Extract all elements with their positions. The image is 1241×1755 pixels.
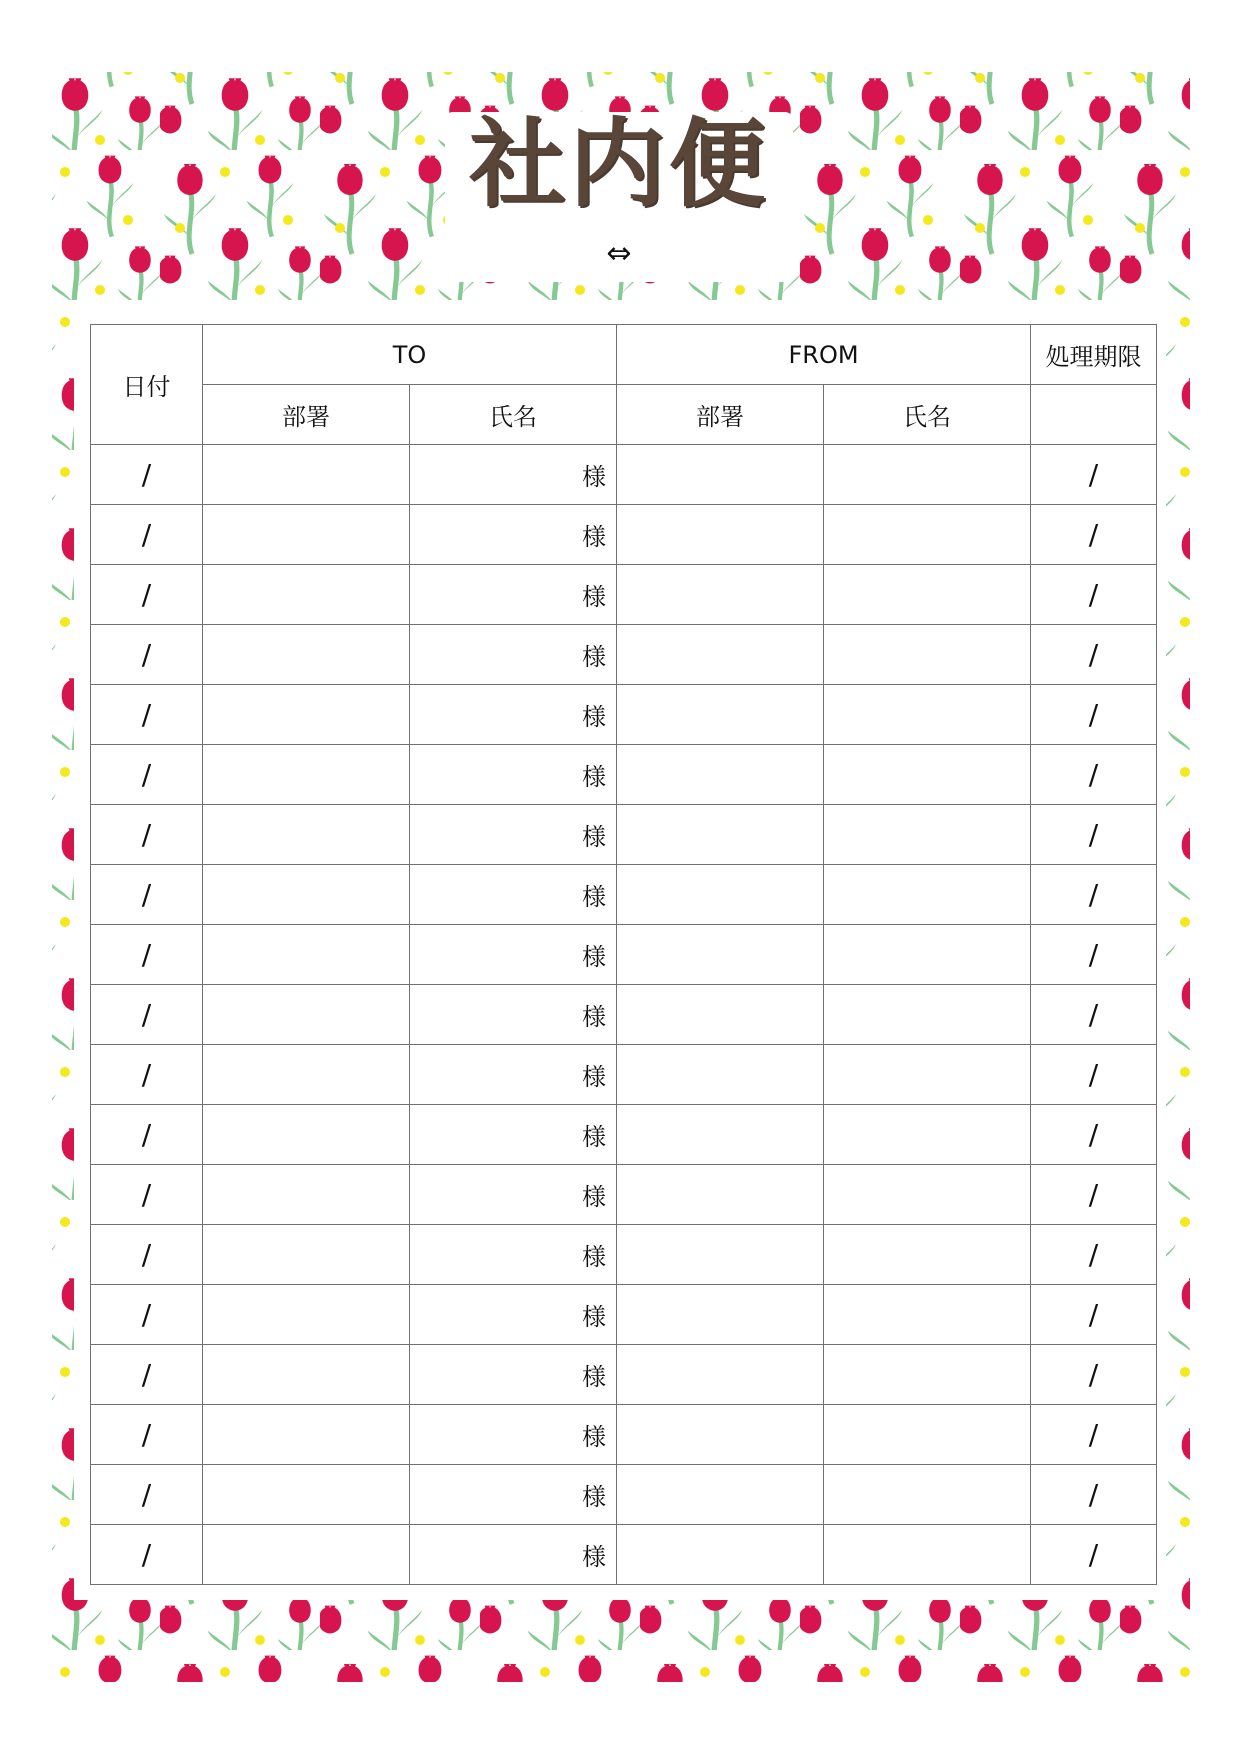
cell-to-name[interactable]: 様	[410, 1465, 617, 1525]
header-from-department: 部署	[617, 385, 824, 445]
cell-to-name[interactable]: 様	[410, 1105, 617, 1165]
cell-to-department[interactable]	[203, 625, 410, 685]
cell-deadline[interactable]: /	[1031, 1105, 1157, 1165]
cell-deadline[interactable]: /	[1031, 1465, 1157, 1525]
cell-to-department[interactable]	[203, 685, 410, 745]
cell-to-department[interactable]	[203, 1045, 410, 1105]
cell-from-department[interactable]	[617, 1105, 824, 1165]
cell-from-department[interactable]	[617, 1525, 824, 1585]
cell-to-name[interactable]: 様	[410, 745, 617, 805]
cell-to-name[interactable]: 様	[410, 685, 617, 745]
cell-from-name[interactable]	[824, 1165, 1031, 1225]
cell-to-name[interactable]: 様	[410, 505, 617, 565]
cell-from-name[interactable]	[824, 1525, 1031, 1585]
header-to-name: 氏名	[410, 385, 617, 445]
header-to-department: 部署	[203, 385, 410, 445]
table-row	[91, 1045, 1157, 1105]
cell-date[interactable]: /	[91, 985, 203, 1045]
cell-from-name[interactable]	[824, 565, 1031, 625]
header-from-name: 氏名	[824, 385, 1031, 445]
cell-from-department[interactable]	[617, 685, 824, 745]
cell-to-department[interactable]	[203, 1405, 410, 1465]
table-row	[91, 1105, 1157, 1165]
cell-to-name[interactable]: 様	[410, 1525, 617, 1585]
cell-from-department[interactable]	[617, 1045, 824, 1105]
cell-from-department[interactable]	[617, 1285, 824, 1345]
table-row	[91, 685, 1157, 745]
cell-to-department[interactable]	[203, 445, 410, 505]
cell-to-name[interactable]: 様	[410, 1165, 617, 1225]
cell-deadline[interactable]: /	[1031, 685, 1157, 745]
cell-to-name[interactable]: 様	[410, 445, 617, 505]
cell-deadline[interactable]: /	[1031, 565, 1157, 625]
cell-to-name[interactable]: 様	[410, 1225, 617, 1285]
cell-to-department[interactable]	[203, 1465, 410, 1525]
cell-to-department[interactable]	[203, 745, 410, 805]
cell-to-department[interactable]	[203, 805, 410, 865]
cell-from-department[interactable]	[617, 445, 824, 505]
cell-from-department[interactable]	[617, 1345, 824, 1405]
cell-from-name[interactable]	[824, 1105, 1031, 1165]
cell-deadline[interactable]: /	[1031, 1345, 1157, 1405]
cell-from-department[interactable]	[617, 1405, 824, 1465]
table-row	[91, 865, 1157, 925]
cell-to-name[interactable]: 様	[410, 1345, 617, 1405]
cell-to-department[interactable]	[203, 1165, 410, 1225]
cell-from-department[interactable]	[617, 505, 824, 565]
cell-from-department[interactable]	[617, 1225, 824, 1285]
cell-deadline[interactable]: /	[1031, 1285, 1157, 1345]
cell-date[interactable]: /	[91, 445, 203, 505]
cell-from-name[interactable]	[824, 1225, 1031, 1285]
exchange-icon: ⇔	[606, 236, 632, 271]
cell-date[interactable]: /	[91, 865, 203, 925]
table-row	[91, 445, 1157, 505]
table-row	[91, 985, 1157, 1045]
cell-date[interactable]: /	[91, 1285, 203, 1345]
table-row	[91, 1345, 1157, 1405]
cell-deadline[interactable]: /	[1031, 445, 1157, 505]
cell-deadline[interactable]: /	[1031, 1405, 1157, 1465]
cell-date[interactable]: /	[91, 565, 203, 625]
table-row	[91, 565, 1157, 625]
internal-mail-log	[90, 324, 1156, 1590]
cell-from-name[interactable]	[824, 685, 1031, 745]
cell-from-department[interactable]	[617, 565, 824, 625]
table-row	[91, 1225, 1157, 1285]
cell-from-department[interactable]	[617, 985, 824, 1045]
table-row	[91, 625, 1157, 685]
cell-to-department[interactable]	[203, 985, 410, 1045]
table-row	[91, 1285, 1157, 1345]
cell-deadline[interactable]: /	[1031, 505, 1157, 565]
cell-from-department[interactable]	[617, 865, 824, 925]
cell-date[interactable]: /	[91, 1525, 203, 1585]
cell-to-name[interactable]: 様	[410, 1285, 617, 1345]
cell-date[interactable]: /	[91, 1105, 203, 1165]
cell-to-name[interactable]: 様	[410, 625, 617, 685]
cell-from-name[interactable]	[824, 925, 1031, 985]
cell-from-name[interactable]	[824, 805, 1031, 865]
cell-to-department[interactable]	[203, 925, 410, 985]
cell-date[interactable]: /	[91, 505, 203, 565]
cell-deadline[interactable]: /	[1031, 1225, 1157, 1285]
cell-from-name[interactable]	[824, 1345, 1031, 1405]
cell-from-name[interactable]	[824, 445, 1031, 505]
cell-deadline[interactable]: /	[1031, 805, 1157, 865]
cell-to-name[interactable]: 様	[410, 925, 617, 985]
cell-date[interactable]: /	[91, 685, 203, 745]
cell-to-department[interactable]	[203, 1225, 410, 1285]
cell-from-department[interactable]	[617, 1165, 824, 1225]
table-row	[91, 1465, 1157, 1525]
cell-from-name[interactable]	[824, 865, 1031, 925]
cell-deadline[interactable]: /	[1031, 1165, 1157, 1225]
cell-to-department[interactable]	[203, 1285, 410, 1345]
table-row	[91, 745, 1157, 805]
header-date: 日付	[91, 325, 203, 445]
header-from: FROM	[617, 325, 1031, 385]
table-row	[91, 925, 1157, 985]
cell-deadline[interactable]: /	[1031, 745, 1157, 805]
header-deadline-blank	[1031, 385, 1157, 445]
cell-from-name[interactable]	[824, 625, 1031, 685]
cell-date[interactable]: /	[91, 1345, 203, 1405]
cell-from-name[interactable]	[824, 1285, 1031, 1345]
cell-to-name[interactable]: 様	[410, 565, 617, 625]
cell-from-name[interactable]	[824, 1465, 1031, 1525]
cell-date[interactable]: /	[91, 1045, 203, 1105]
cell-to-department[interactable]	[203, 505, 410, 565]
cell-deadline[interactable]: /	[1031, 925, 1157, 985]
cell-from-department[interactable]	[617, 805, 824, 865]
cell-from-department[interactable]	[617, 745, 824, 805]
cell-from-name[interactable]	[824, 985, 1031, 1045]
cell-from-name[interactable]	[824, 505, 1031, 565]
cell-to-name[interactable]: 様	[410, 865, 617, 925]
table-row	[91, 1405, 1157, 1465]
cell-date[interactable]: /	[91, 745, 203, 805]
cell-date[interactable]: /	[91, 1465, 203, 1525]
cell-to-name[interactable]: 様	[410, 1045, 617, 1105]
cell-deadline[interactable]: /	[1031, 1045, 1157, 1105]
cell-deadline[interactable]: /	[1031, 625, 1157, 685]
header-deadline: 処理期限	[1031, 325, 1157, 385]
cell-to-name[interactable]: 様	[410, 805, 617, 865]
cell-date[interactable]: /	[91, 805, 203, 865]
cell-to-name[interactable]: 様	[410, 1405, 617, 1465]
cell-from-department[interactable]	[617, 1465, 824, 1525]
cell-date[interactable]: /	[91, 625, 203, 685]
table-row	[91, 1525, 1157, 1585]
cell-to-department[interactable]	[203, 565, 410, 625]
table-row	[91, 1165, 1157, 1225]
cell-to-name[interactable]: 様	[410, 985, 617, 1045]
cell-to-department[interactable]	[203, 1525, 410, 1585]
cell-from-department[interactable]	[617, 625, 824, 685]
cell-to-department[interactable]	[203, 1345, 410, 1405]
cell-deadline[interactable]: /	[1031, 985, 1157, 1045]
cell-deadline[interactable]: /	[1031, 865, 1157, 925]
cell-date[interactable]: /	[91, 1405, 203, 1465]
mail-log-rows	[91, 445, 1157, 1585]
cell-date[interactable]: /	[91, 925, 203, 985]
cell-to-department[interactable]	[203, 865, 410, 925]
mail-log-table	[90, 324, 1157, 1585]
table-row	[91, 805, 1157, 865]
cell-date[interactable]: /	[91, 1165, 203, 1225]
cell-deadline[interactable]: /	[1031, 1525, 1157, 1585]
page-title: 社内便	[469, 108, 769, 220]
cell-from-department[interactable]	[617, 925, 824, 985]
cell-from-name[interactable]	[824, 1405, 1031, 1465]
cell-from-name[interactable]	[824, 745, 1031, 805]
cell-from-name[interactable]	[824, 1045, 1031, 1105]
header-to: TO	[203, 325, 617, 385]
cell-date[interactable]: /	[91, 1225, 203, 1285]
cell-to-department[interactable]	[203, 1105, 410, 1165]
table-row	[91, 505, 1157, 565]
